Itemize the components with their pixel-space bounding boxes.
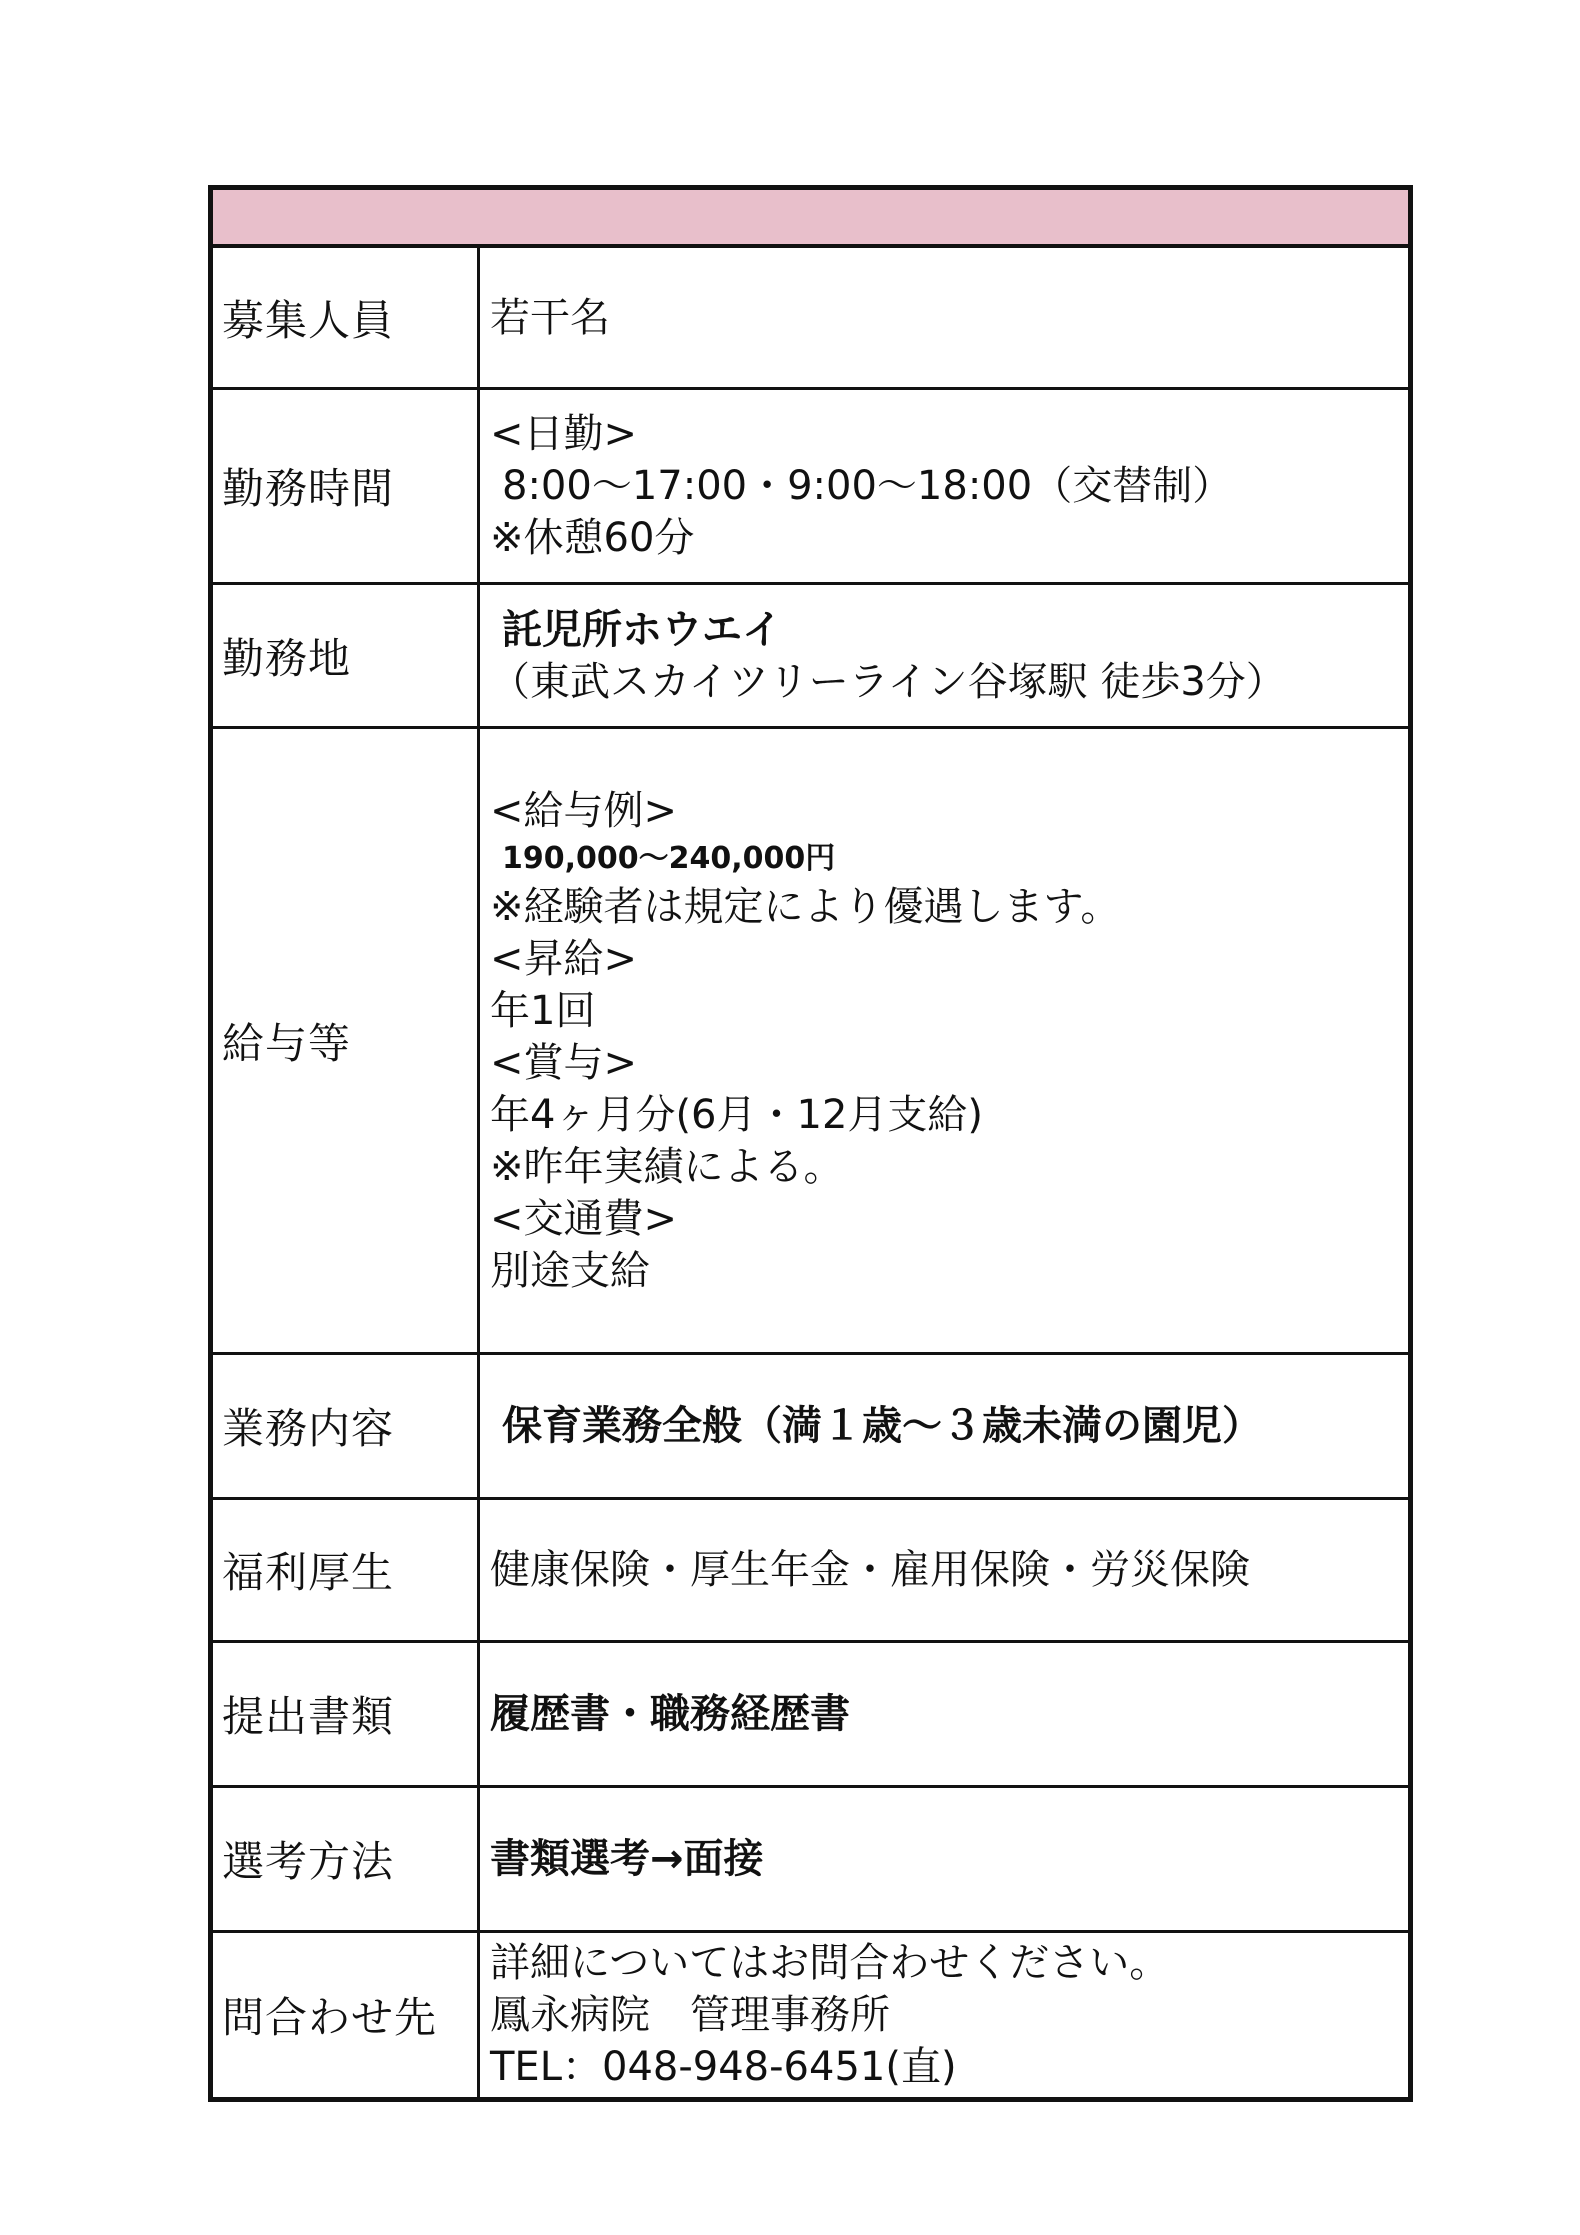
- row-job-description: [213, 1355, 1408, 1500]
- row-value: [480, 1933, 1408, 2097]
- value-line: <賞与>: [490, 1039, 638, 1086]
- value-line: TEL：048-948-6451(直): [490, 2044, 957, 2090]
- value-line: 履歴書・職務経歴書: [490, 1691, 850, 1737]
- row-label: 提出書類: [213, 1643, 480, 1785]
- row-value: [480, 729, 1408, 1352]
- value-line: 年1回: [490, 987, 596, 1034]
- value-line: ※経験者は規定により優遇します。: [490, 883, 1121, 930]
- value-line: <昇給>: [490, 935, 638, 982]
- header-band: [213, 190, 1408, 248]
- value-line: ※休憩60分: [490, 515, 695, 561]
- row-label: 福利厚生: [213, 1500, 480, 1640]
- row-label: 勤務時間: [213, 390, 480, 582]
- value-line: <日勤>: [490, 411, 638, 457]
- row-work-location: [213, 585, 1408, 729]
- row-salary: [213, 729, 1408, 1355]
- value-line: 8:00～17:00・9:00～18:00（交替制）: [502, 463, 1233, 509]
- row-benefits: [213, 1500, 1408, 1643]
- value-line: 書類選考→面接: [490, 1836, 764, 1882]
- row-value: [480, 1643, 1408, 1785]
- row-working-hours: [213, 390, 1408, 585]
- row-value: [480, 585, 1408, 726]
- row-value: [480, 1355, 1408, 1497]
- value-line: 詳細についてはお問合わせください。: [490, 1940, 1170, 1986]
- job-posting-table: [208, 185, 1413, 2102]
- value-line: 別途支給: [490, 1247, 650, 1294]
- row-value: [480, 390, 1408, 582]
- row-contact: [213, 1933, 1408, 2097]
- value-line: 年4ヶ月分(6月・12月支給): [490, 1091, 984, 1138]
- row-value: [480, 1788, 1408, 1930]
- value-line: ※昨年実績による。: [490, 1143, 844, 1190]
- row-label: 選考方法: [213, 1788, 480, 1930]
- value-line: <交通費>: [490, 1195, 678, 1242]
- row-label: 給与等: [213, 729, 480, 1352]
- row-documents: [213, 1643, 1408, 1788]
- row-value: [480, 1500, 1408, 1640]
- value-line: 鳳永病院 管理事務所: [490, 1992, 890, 2038]
- row-label: 勤務地: [213, 585, 480, 726]
- value-line: （東武スカイツリーライン谷塚駅 徒歩3分）: [490, 658, 1286, 705]
- row-value: [480, 248, 1408, 387]
- value-line: <給与例>: [490, 787, 678, 834]
- row-label: 募集人員: [213, 248, 480, 387]
- row-recruit-count: [213, 248, 1408, 390]
- value-line: 若干名: [490, 294, 610, 341]
- value-line: 健康保険・厚生年金・雇用保険・労災保険: [490, 1547, 1250, 1593]
- row-label: 業務内容: [213, 1355, 480, 1497]
- row-label: 問合わせ先: [213, 1933, 480, 2097]
- value-line: 託児所ホウエイ: [502, 606, 782, 653]
- value-line: 保育業務全般（満１歳～３歳未満の園児）: [502, 1403, 1262, 1449]
- row-selection-method: [213, 1788, 1408, 1933]
- value-line: 190,000～240,000円: [502, 840, 836, 876]
